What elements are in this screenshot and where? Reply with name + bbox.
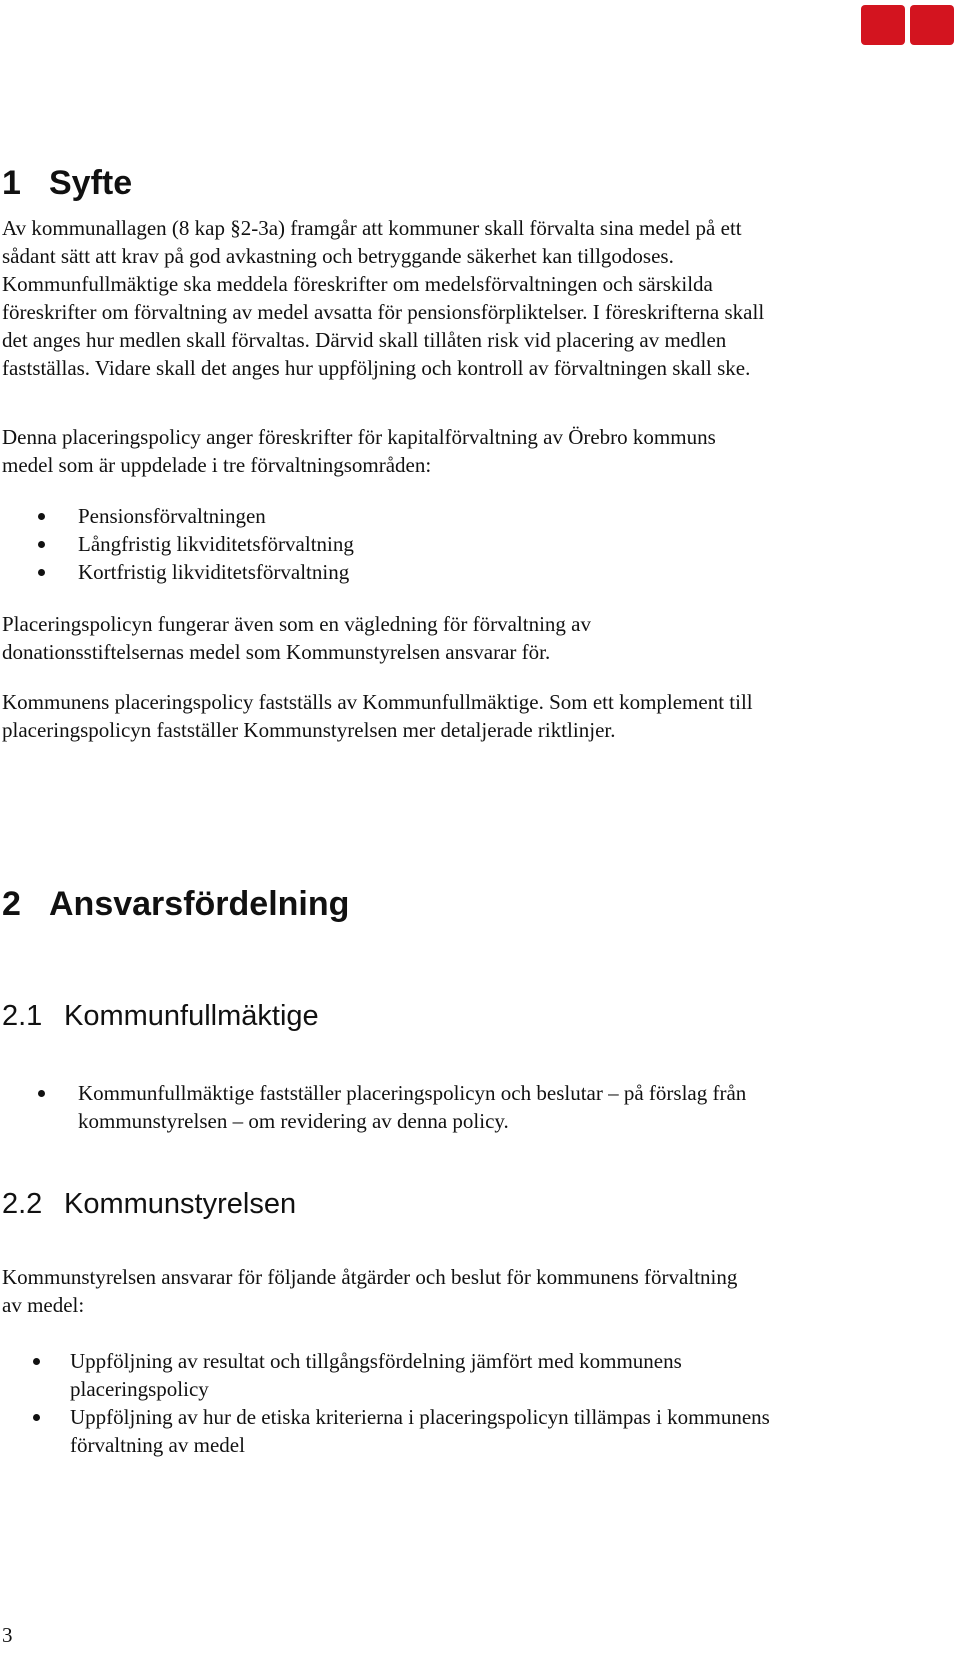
page-number: 3	[2, 1623, 13, 1647]
list-item-text: Kortfristig likviditetsförvaltning	[78, 560, 350, 584]
bullet-icon	[38, 569, 45, 576]
subsection-title: Kommunfullmäktige	[64, 1000, 319, 1032]
subsection-title: Kommunstyrelsen	[64, 1188, 297, 1220]
section-number: 2	[2, 885, 21, 923]
paragraph-policy-adoption: Kommunens placeringspolicy fastställs av Kommunfullmäktige. Som ett komplement till placeringspolicyn fastställer Kommunstyrelsen mer detaljerade riktlinjer.	[2, 690, 753, 742]
bullet-icon	[33, 1358, 40, 1365]
list-item	[0, 1079, 808, 1135]
list-item	[0, 558, 820, 586]
logo-square-left	[861, 5, 905, 45]
subsection-number: 2.2	[2, 1188, 43, 1220]
council-responsibilities-list	[0, 1079, 820, 1135]
paragraph-policy-scope: Denna placeringspolicy anger föreskrifter för kapitalförvaltning av Örebro kommuns medel som är uppdelade i tre förvaltningsområden:	[2, 425, 716, 477]
bullet-icon	[38, 513, 45, 520]
paragraph-donation-foundations: Placeringspolicyn fungerar även som en vägledning för förvaltning av donationsstiftelsernas medel som Kommunstyrelsen ansvarar för.	[2, 612, 591, 664]
list-item	[0, 502, 820, 530]
section-title: Syfte	[49, 164, 133, 202]
list-item-text: Kommunfullmäktige fastställer placeringspolicyn och beslutar – på förslag från kommunstyrelsen – om revidering av denna policy.	[78, 1081, 747, 1133]
bullet-icon	[38, 541, 45, 548]
list-item	[0, 1347, 790, 1403]
list-item-text: Pensionsförvaltningen	[78, 504, 266, 528]
bullet-icon	[38, 1090, 45, 1097]
bullet-icon	[33, 1414, 40, 1421]
subsection-number: 2.1	[2, 1000, 43, 1032]
list-item-text: Långfristig likviditetsförvaltning	[78, 532, 354, 556]
section-2-heading	[2, 884, 349, 924]
section-title: Ansvarsfördelning	[49, 885, 350, 923]
subsection-2-2-heading	[2, 1186, 296, 1222]
section-number: 1	[2, 164, 21, 202]
subsection-2-1-heading	[2, 998, 319, 1034]
list-item-text: Uppföljning av hur de etiska kriterierna i placeringspolicyn tillämpas i kommunens förvaltning av medel	[70, 1405, 770, 1457]
paragraph-board-responsibilities: Kommunstyrelsen ansvarar för följande åtgärder och beslut för kommunens förvaltning av medel:	[2, 1265, 738, 1317]
list-item	[0, 1403, 770, 1459]
paragraph-legal-basis: Av kommunallagen (8 kap §2-3a) framgår att kommuner skall förvalta sina medel på ett sådant sätt att krav på god avkastning och betryggande säkerhet kan tillgodoses. Kommunfullmäktige ska meddela föreskrifter om medelsförvaltningen och särskilda föreskrifter om förvaltning av medel avsatta för pensionsförpliktelser. I föreskrifterna skall det anges hur medlen skall förvaltas. Därvid skall tillåten risk vid placering av medlen fastställas. Vidare skall det anges hur uppföljning och kontroll av förvaltningen skall ske.	[2, 216, 765, 380]
list-item-text: Uppföljning av resultat och tillgångsfördelning jämfört med kommunens placeringspolicy	[70, 1349, 682, 1401]
management-areas-list	[0, 502, 820, 586]
board-responsibilities-list	[0, 1347, 820, 1459]
section-1-heading	[2, 163, 132, 203]
logo-square-right	[910, 5, 954, 45]
list-item	[0, 530, 820, 558]
